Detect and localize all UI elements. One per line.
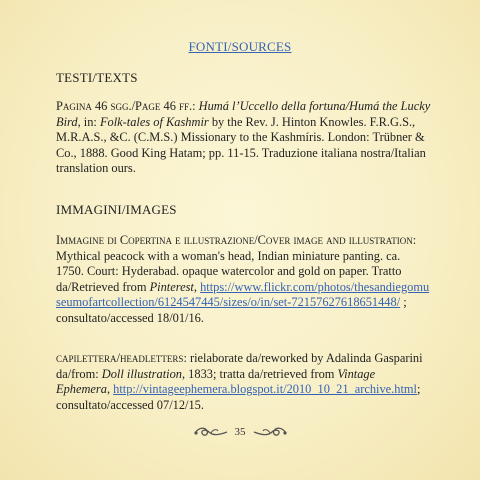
cover-image-link[interactable]: https://www.flickr.com/photos/thesandiegomuseumofartcollection/6124547445/sizes/o/in/set-72157627618651448/ xyxy=(56,279,430,310)
cover-image-credit xyxy=(56,233,431,327)
cover-image-description: : Mythical peacock with a woman's head, Indian miniature panting. ca. 1750. Court: Hyderabad. opaque watercolor and gold on paper. Tratto da/Retrieved from xyxy=(56,233,417,294)
headletters-link[interactable]: http://vintageephemera.blogspot.it/2010_10_21_archive.html xyxy=(113,382,417,397)
cover-image-accessed: ; consultato/accessed 18/01/16. xyxy=(56,295,407,325)
work-title: Humá l’Uccello della fortuna/Humá the Lucky Bird xyxy=(56,99,431,129)
texts-reference xyxy=(56,99,431,177)
separator-text: , xyxy=(193,279,201,294)
book-title: Folk-tales of Kashmir xyxy=(99,114,209,129)
cover-image-label: Immagine di Copertina e illustrazione/Cover image and illustration xyxy=(56,233,413,247)
separator-text: : xyxy=(192,99,199,113)
headletters-source: Vintage Ephemera xyxy=(56,366,376,397)
separator-text: , xyxy=(106,382,114,397)
texts-heading: TESTI/TEXTS xyxy=(56,70,138,85)
vine-flourish-icon xyxy=(252,425,288,439)
vine-flourish-icon xyxy=(193,425,229,439)
headletters-book: Doll illustration xyxy=(101,366,182,381)
cover-image-source: Pinterest xyxy=(149,279,194,294)
page-number: 35 xyxy=(234,426,246,438)
page-footer xyxy=(0,423,480,441)
images-heading: IMMAGINI/IMAGES xyxy=(56,202,177,217)
in-text: , in: xyxy=(77,114,100,129)
reference-details: by the Rev. J. Hinton Knowles. F.R.G.S., M.R.A.S., &C. (C.M.S.) Missionary to the Kashmíris. London: Trübner & Co., 1888. Good King Hatam; pp. 11-15. Traduzione italiana nostra/Italian translation ours. xyxy=(56,114,426,176)
headletters-credit xyxy=(56,351,431,413)
headletters-mid-text: , 1833; tratta da/retrieved from xyxy=(181,366,338,381)
headletters-label: capilettera/headletters xyxy=(56,351,184,365)
headletters-accessed: ; consultato/accessed 07/12/15. xyxy=(56,382,421,412)
page-title: FONTI/SOURCES xyxy=(188,39,292,54)
headletters-description: : rielaborate da/reworked by Adalinda Gasparini da/from: xyxy=(56,351,423,381)
page-reference: Pagina 46 sgg./Page 46 ff. xyxy=(56,99,193,113)
